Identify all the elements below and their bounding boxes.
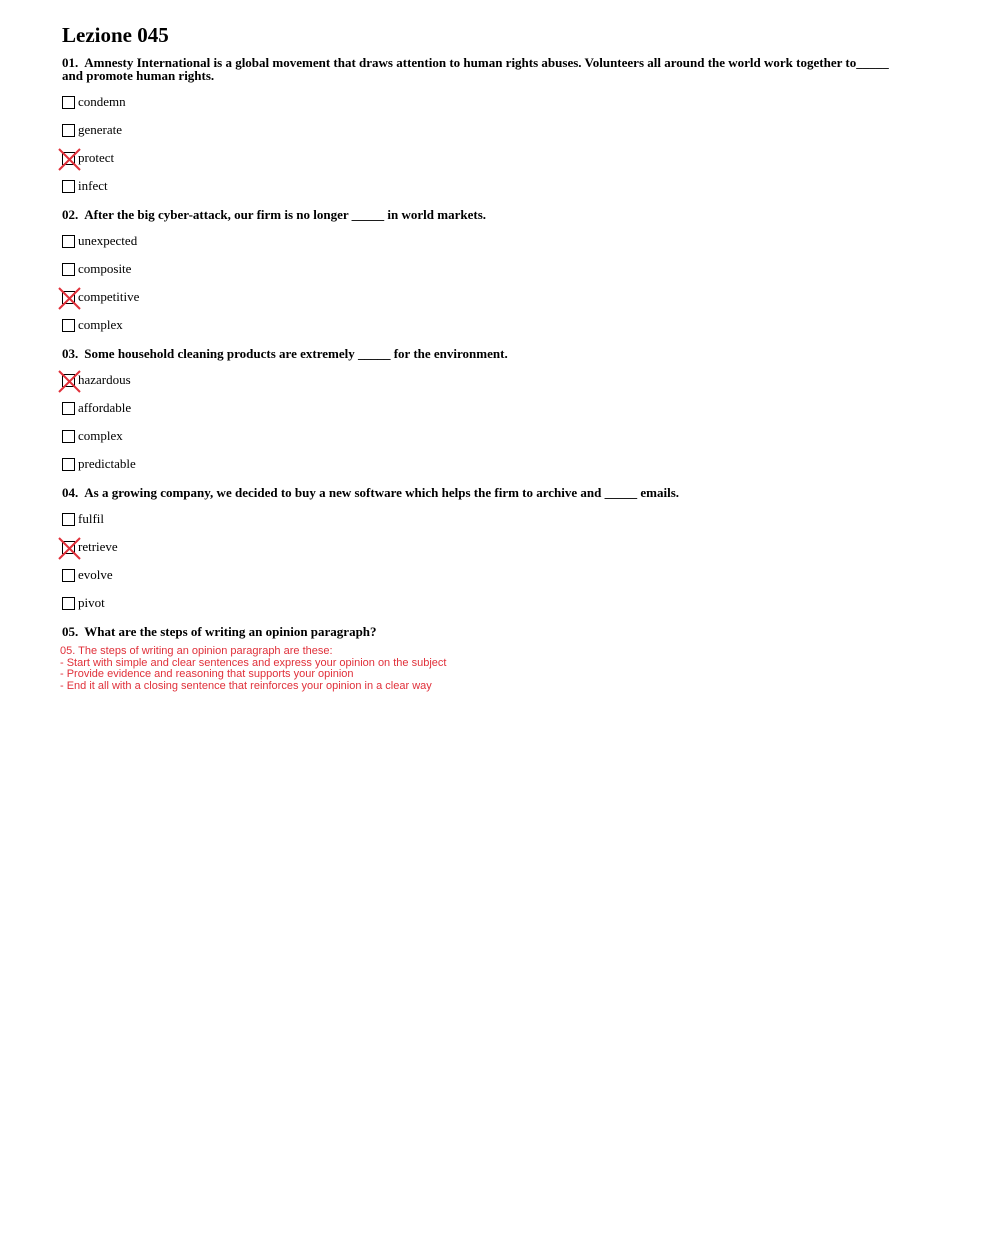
answer-option[interactable] — [62, 567, 912, 583]
answer-line: 05. The steps of writing an opinion paragraph are these: — [60, 645, 333, 657]
answer-option[interactable] — [62, 178, 912, 194]
question-text — [62, 486, 912, 499]
checkbox-checked[interactable] — [62, 152, 75, 165]
checkbox[interactable] — [62, 96, 75, 109]
answer-option[interactable] — [62, 233, 912, 249]
question-prompt: Amnesty International is a global movement that draws attention to human rights abuses. Volunteers all around the world work together to_____ and promote human rights. — [62, 55, 889, 83]
option-label: complex — [78, 317, 123, 332]
question-4 — [62, 486, 912, 611]
checkbox[interactable] — [62, 180, 75, 193]
checkbox[interactable] — [62, 597, 75, 610]
option-label: competitive — [78, 289, 140, 304]
question-text — [62, 625, 912, 638]
option-label: protect — [78, 150, 115, 165]
question-text — [62, 347, 912, 360]
question-number: 04. — [62, 485, 79, 500]
question-1 — [62, 56, 912, 194]
x-mark-icon — [58, 287, 81, 310]
question-list — [62, 56, 912, 611]
checkbox[interactable] — [62, 430, 75, 443]
answer-line: - Provide evidence and reasoning that supports your opinion — [60, 668, 354, 680]
x-mark-icon — [58, 537, 81, 560]
question-text — [62, 56, 912, 82]
option-label: hazardous — [78, 372, 131, 387]
answer-option[interactable] — [62, 317, 912, 333]
option-label: unexpected — [78, 233, 138, 248]
answer-option[interactable] — [62, 372, 912, 388]
checkbox[interactable] — [62, 235, 75, 248]
option-label: pivot — [78, 595, 105, 610]
answer-option[interactable] — [62, 122, 912, 138]
question-prompt: What are the steps of writing an opinion paragraph? — [84, 624, 377, 639]
option-label: condemn — [78, 94, 126, 109]
question-3 — [62, 347, 912, 472]
answer-line: - Start with simple and clear sentences and express your opinion on the subject — [60, 656, 447, 669]
question-number: 03. — [62, 346, 79, 361]
answer-option[interactable] — [62, 150, 912, 166]
checkbox-checked[interactable] — [62, 541, 75, 554]
x-mark-icon — [58, 370, 81, 393]
answer-text[interactable] — [60, 646, 912, 692]
answer-option[interactable] — [62, 456, 912, 472]
answer-option[interactable] — [62, 539, 912, 555]
question-number: 01. — [62, 55, 79, 70]
question-prompt: After the big cyber-attack, our firm is no longer _____ in world markets. — [84, 207, 486, 222]
answer-option[interactable] — [62, 94, 912, 110]
question-number: 05. — [62, 624, 79, 639]
option-label: evolve — [78, 567, 113, 582]
option-label: generate — [78, 122, 123, 137]
checkbox-checked[interactable] — [62, 291, 75, 304]
answer-option[interactable] — [62, 595, 912, 611]
question-text — [62, 208, 912, 221]
answer-line: - End it all with a closing sentence that reinforces your opinion in a clear way — [60, 679, 432, 692]
checkbox[interactable] — [62, 458, 75, 471]
option-label: fulfil — [78, 511, 104, 526]
checkbox[interactable] — [62, 513, 75, 526]
question-2 — [62, 208, 912, 333]
quiz-page — [62, 22, 912, 706]
answer-option[interactable] — [62, 261, 912, 277]
checkbox[interactable] — [62, 319, 75, 332]
option-label: composite — [78, 261, 132, 276]
option-label: complex — [78, 428, 123, 443]
answer-option[interactable] — [62, 511, 912, 527]
checkbox-checked[interactable] — [62, 374, 75, 387]
option-label: affordable — [78, 400, 132, 415]
checkbox[interactable] — [62, 263, 75, 276]
answer-option[interactable] — [62, 428, 912, 444]
question-number: 02. — [62, 207, 79, 222]
question-prompt: As a growing company, we decided to buy a new software which helps the firm to archive and _____ emails. — [84, 485, 679, 500]
answer-option[interactable] — [62, 400, 912, 416]
checkbox[interactable] — [62, 124, 75, 137]
option-label: infect — [78, 178, 108, 193]
page-title: Lezione 045 — [62, 23, 169, 47]
option-label: retrieve — [78, 539, 118, 554]
answer-option[interactable] — [62, 289, 912, 305]
checkbox[interactable] — [62, 402, 75, 415]
checkbox[interactable] — [62, 569, 75, 582]
question-prompt: Some household cleaning products are extremely _____ for the environment. — [84, 346, 508, 361]
x-mark-icon — [58, 148, 81, 171]
option-label: predictable — [78, 456, 136, 471]
open-question — [62, 625, 912, 692]
